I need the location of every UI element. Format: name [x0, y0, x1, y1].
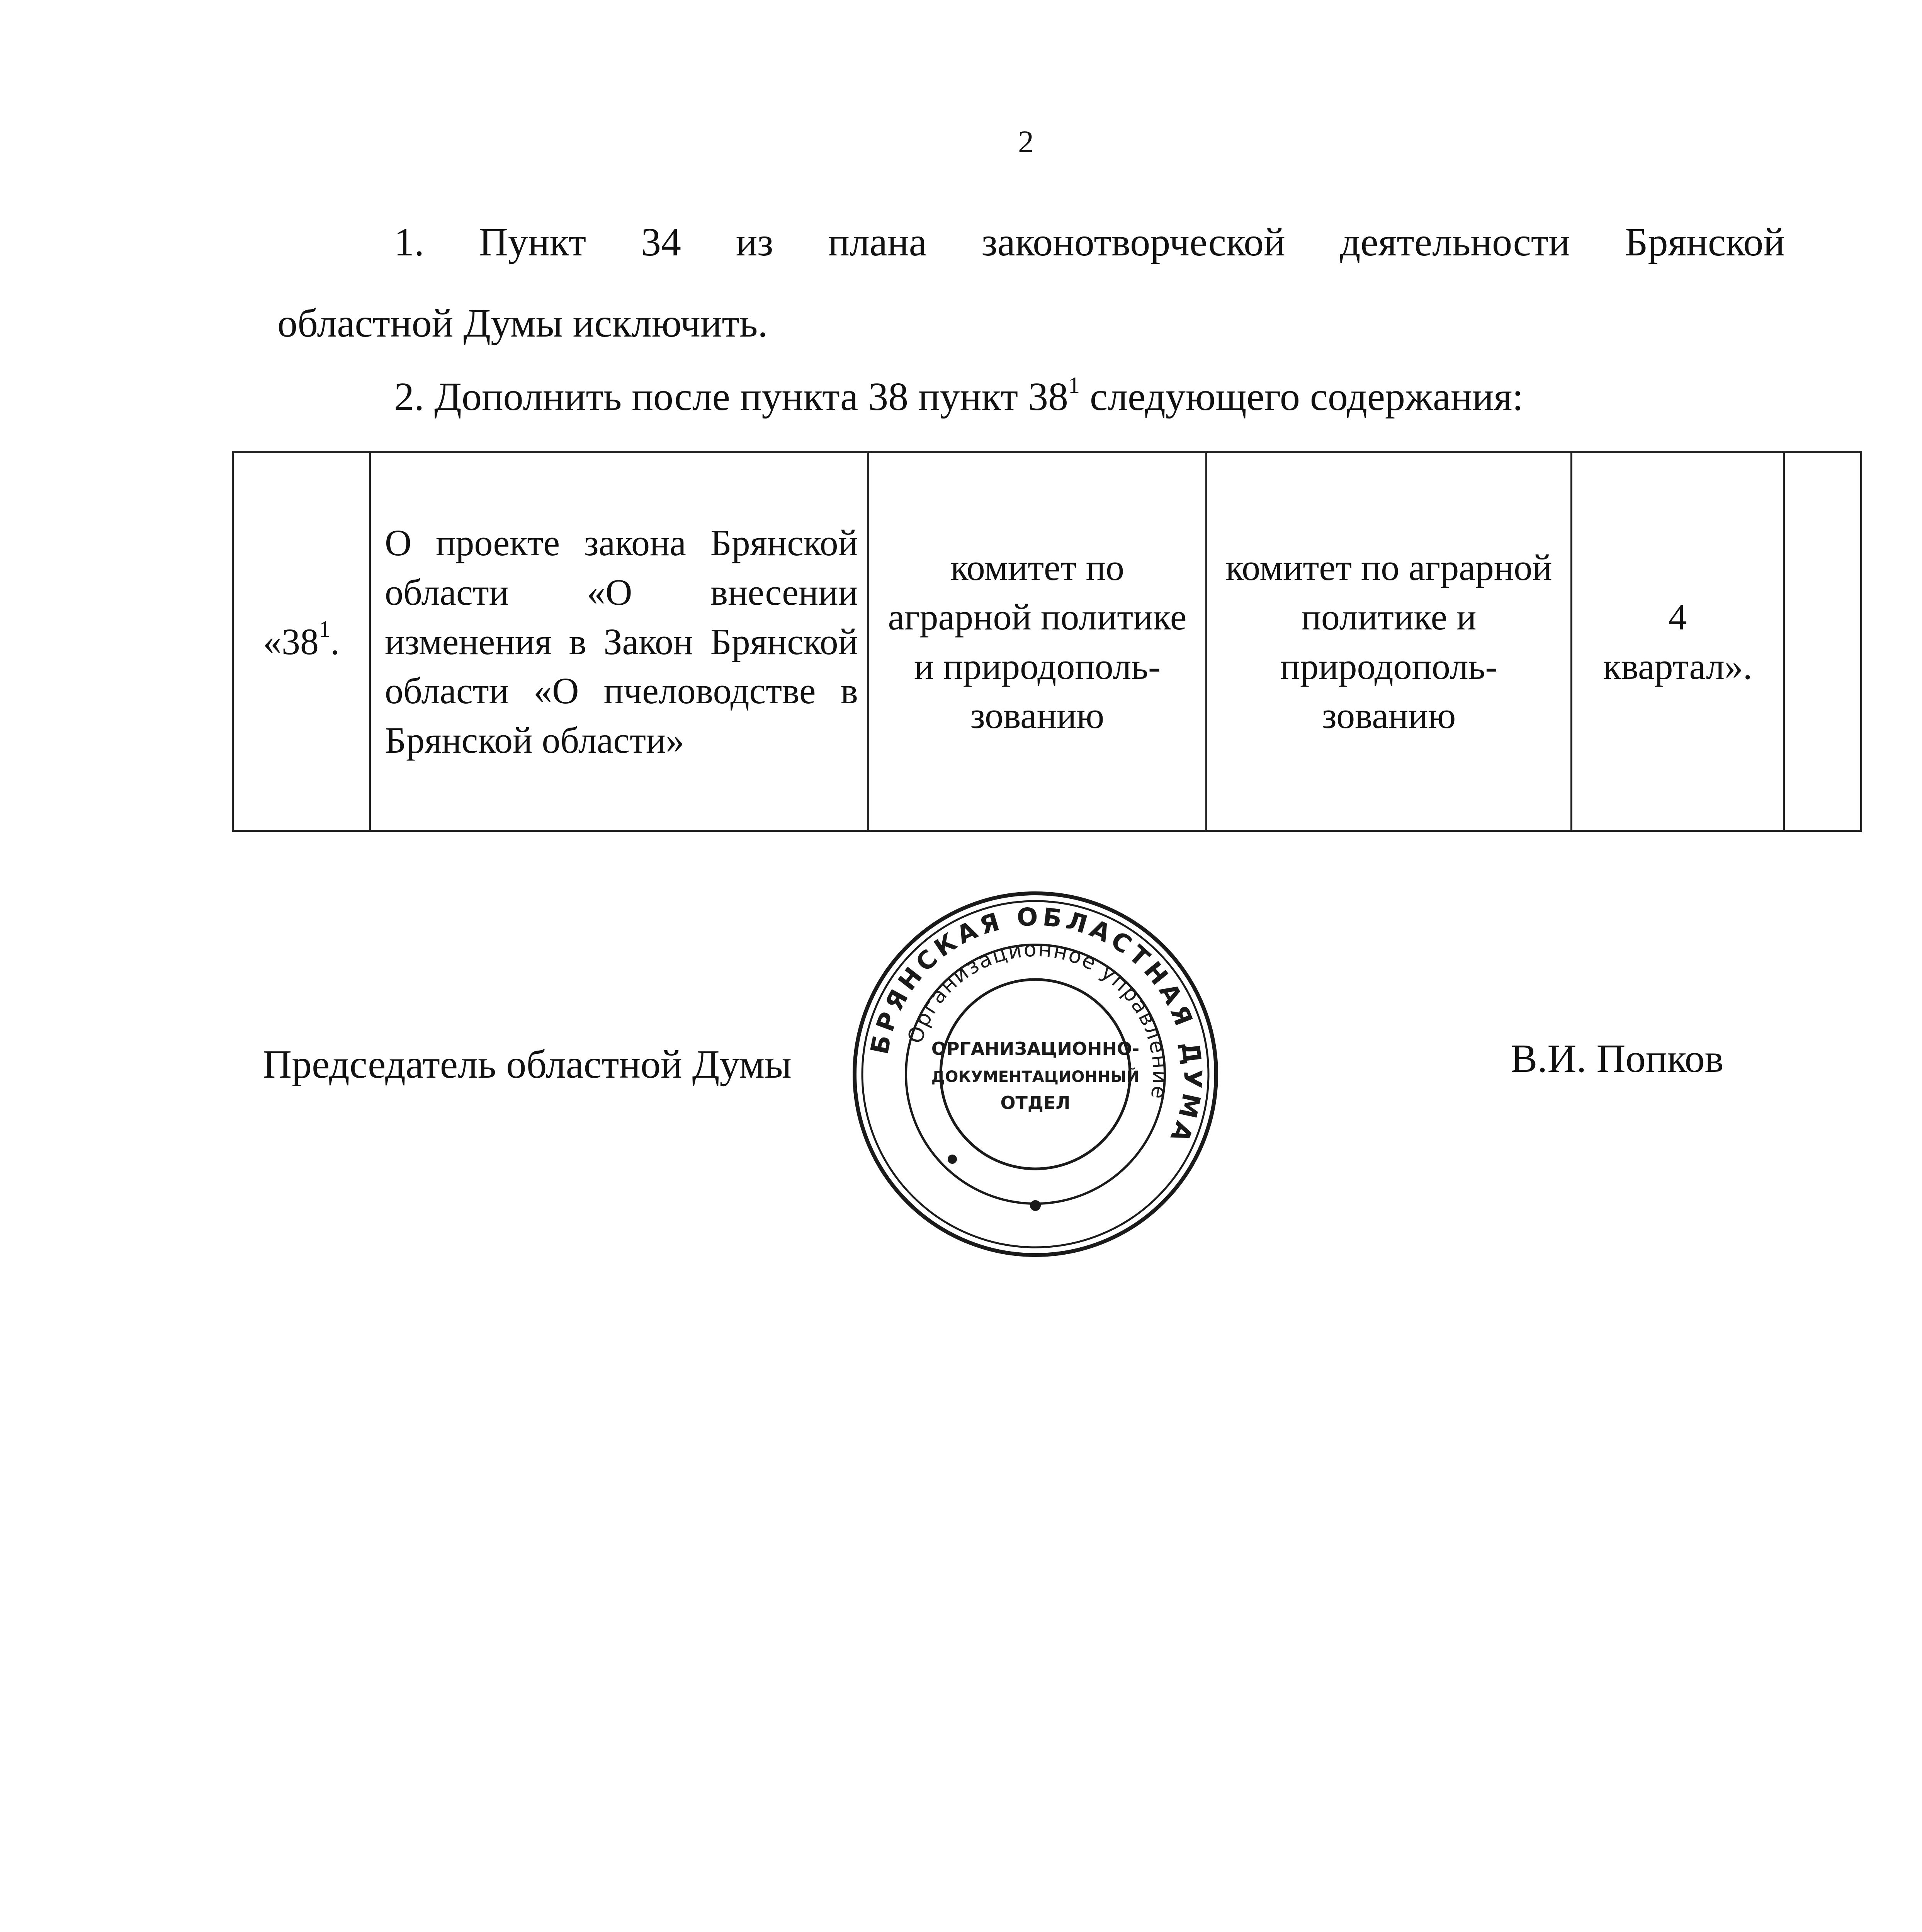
cell-empty [1784, 452, 1861, 831]
paragraph-2 [394, 372, 1524, 419]
item-number-suffix: . [330, 621, 340, 662]
term-line-2: квартал». [1603, 645, 1752, 687]
cell-item-name: О проекте закона Брянской области «О внесении изменения в Закон Брянской области «О пчеловодстве в Брянской области» [370, 452, 868, 831]
cell-term [1572, 452, 1784, 831]
paragraph-2-text: 2. Дополнить после пункта 38 пункт 38 [394, 374, 1069, 419]
official-stamp [850, 889, 1221, 1260]
cell-responsible: комитет по аграрной политике и природополь-зованию [1207, 452, 1572, 831]
plan-table [232, 451, 1862, 832]
cell-developer: комитет по аграрной политике и природополь-зованию [868, 452, 1207, 831]
paragraph-2-text-end: следующего содержания: [1080, 374, 1524, 419]
cell-item-number [233, 452, 370, 831]
stamp-outer-text: БРЯНСКАЯ ОБЛАСТНАЯ ДУМА [865, 903, 1207, 1150]
stamp-dot-icon [1030, 1200, 1041, 1211]
term-line-1: 4 [1668, 596, 1687, 638]
page-number: 2 [1018, 124, 1034, 159]
stamp-dot-icon [948, 1155, 957, 1164]
table-row [233, 452, 1861, 831]
signature-position: Председатель областной Думы [263, 1042, 792, 1087]
stamp-center-line-1: ОРГАНИЗАЦИОННО- [931, 1038, 1140, 1059]
paragraph-2-superscript: 1 [1068, 372, 1080, 398]
stamp-inner-text: Организационное управление [902, 937, 1173, 1102]
paragraph-1-line-2: областной Думы исключить. [277, 301, 768, 345]
signature-name: В.И. Попков [1511, 1036, 1724, 1081]
item-number: «38 [263, 621, 319, 662]
paragraph-1-line-1: 1. Пункт 34 из плана законотворческой деятельности Брянской [394, 220, 1785, 264]
stamp-center-line-2: ДОКУМЕНТАЦИОННЫЙ [931, 1068, 1140, 1086]
stamp-center-line-3: ОТДЕЛ [1000, 1092, 1071, 1113]
item-number-superscript: 1 [319, 616, 330, 642]
